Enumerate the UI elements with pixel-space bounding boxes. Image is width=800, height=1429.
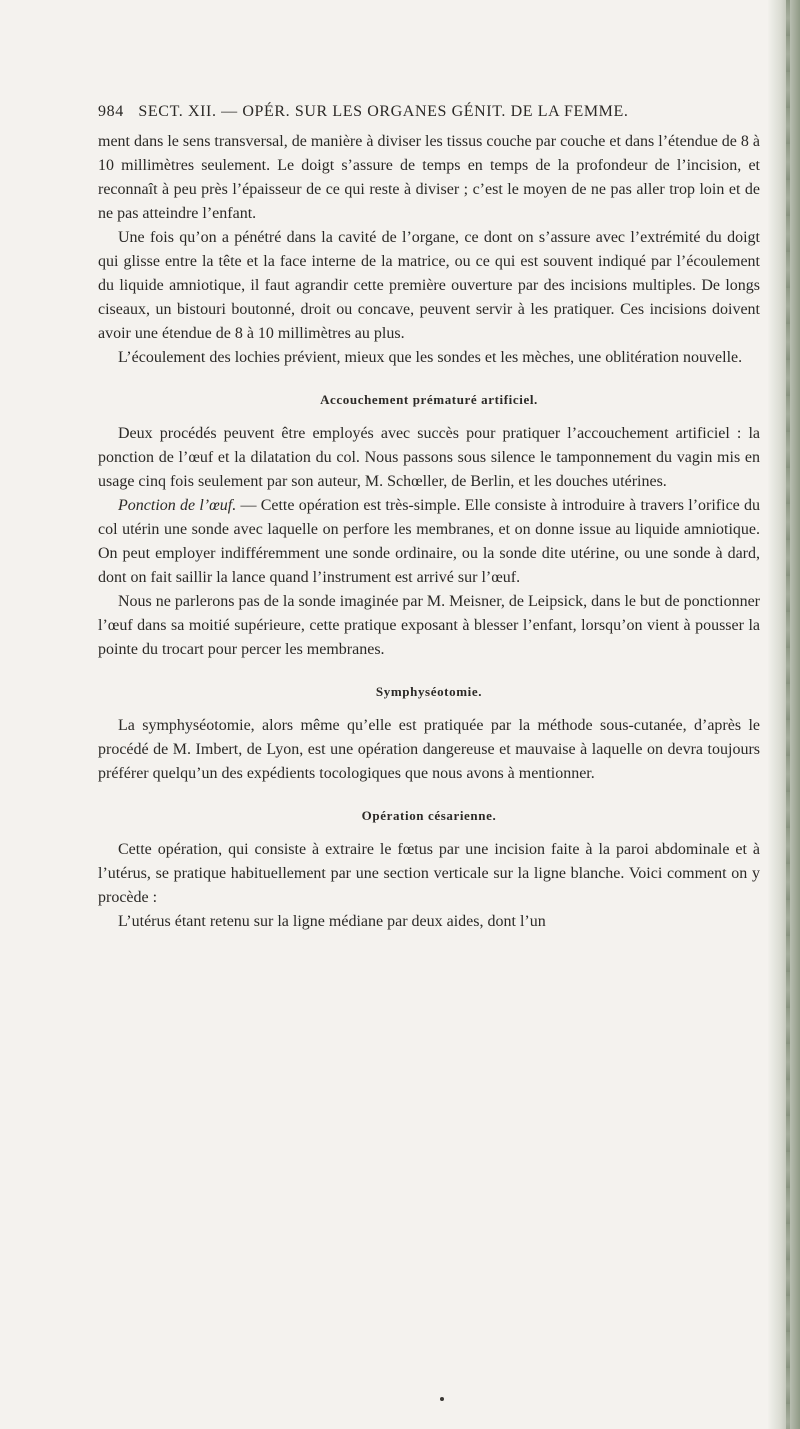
section-title-accouchement: Accouchement prématuré artificiel. <box>320 392 538 407</box>
page-number: 984 <box>98 103 124 120</box>
paragraph-8: Cette opération, qui consiste à extraire le fœtus par une incision faite à la paroi abdominale et à l’utérus, se pratique habituellement par une section verticale sur la ligne blanche. Voici comment on y procède : <box>98 841 760 906</box>
ponction-subtitle: Ponction de l’œuf. <box>118 497 237 514</box>
paragraph-3: L’écoulement des lochies prévient, mieux que les sondes et les mèches, une oblitération nouvelle. <box>118 349 743 366</box>
paragraph-5-text: — Cette opération est très-simple. Elle consiste à introduire à travers l’orifice du col utérin une sonde avec laquelle on perfore les membranes, et on donne issue au liquide amniotique. On peut employer indifféremment une sonde ordinaire, ou la sonde dite utérine, ou une sonde à dard, dont on fait saillir la lance quand l’instrument est arrivé sur l’œuf. <box>98 497 760 586</box>
page-edge-shadow <box>768 0 800 1429</box>
ink-dot <box>440 1397 444 1401</box>
running-header <box>98 102 760 122</box>
text-block <box>98 102 760 934</box>
paragraph-1: ment dans le sens transversal, de manière à diviser les tissus couche par couche et dans l’étendue de 8 à 10 millimètres seulement. Le doigt s’assure de temps en temps de la profondeur de l’incision, et reconnaît à peu près l’épaisseur de ce qui reste à diviser ; c’est le moyen de ne pas aller trop loin et de ne pas atteindre l’enfant. <box>98 133 760 222</box>
paragraph-4: Deux procédés peuvent être employés avec succès pour pratiquer l’accouchement artificiel : la ponction de l’œuf et la dilatation du col. Nous passons sous silence le tamponnement du vagin mis en usage cinq fois seulement par son auteur, M. Schœller, de Berlin, et les douches utérines. <box>98 425 760 490</box>
running-title: SECT. XII. — OPÉR. SUR LES ORGANES GÉNIT. DE LA FEMME. <box>138 103 629 120</box>
paragraph-9: L’utérus étant retenu sur la ligne médiane par deux aides, dont l’un <box>118 913 546 930</box>
paragraph-7: La symphyséotomie, alors même qu’elle est pratiquée par la méthode sous-cutanée, d’après le procédé de M. Imbert, de Lyon, est une opération dangereuse et mauvaise à laquelle on devra toujours préférer quelqu’un des expédients tocologiques que nous avons à mentionner. <box>98 717 760 782</box>
paragraph-6: Nous ne parlerons pas de la sonde imaginée par M. Meisner, de Leipsick, dans le but de ponctionner l’œuf dans sa moitié supérieure, cette pratique exposant à blesser l’enfant, lorsqu’on vient à pousser la pointe du trocart pour percer les membranes. <box>98 593 760 658</box>
paragraph-2: Une fois qu’on a pénétré dans la cavité de l’organe, ce dont on s’assure avec l’extrémité du doigt qui glisse entre la tête et la face interne de la matrice, ou ce qui est souvent indiqué par l’écoulement du liquide amniotique, il faut agrandir cette première ouverture par des incisions multiples. De longs ciseaux, un bistouri boutonné, droit ou concave, peuvent servir à les pratiquer. Ces incisions doivent avoir une étendue de 8 à 10 millimètres au plus. <box>98 229 760 342</box>
section-title-symphyseotomie: Symphyséotomie. <box>375 684 483 699</box>
paragraph-5 <box>98 494 760 590</box>
section-title-cesarienne: Opération césarienne. <box>361 808 497 823</box>
